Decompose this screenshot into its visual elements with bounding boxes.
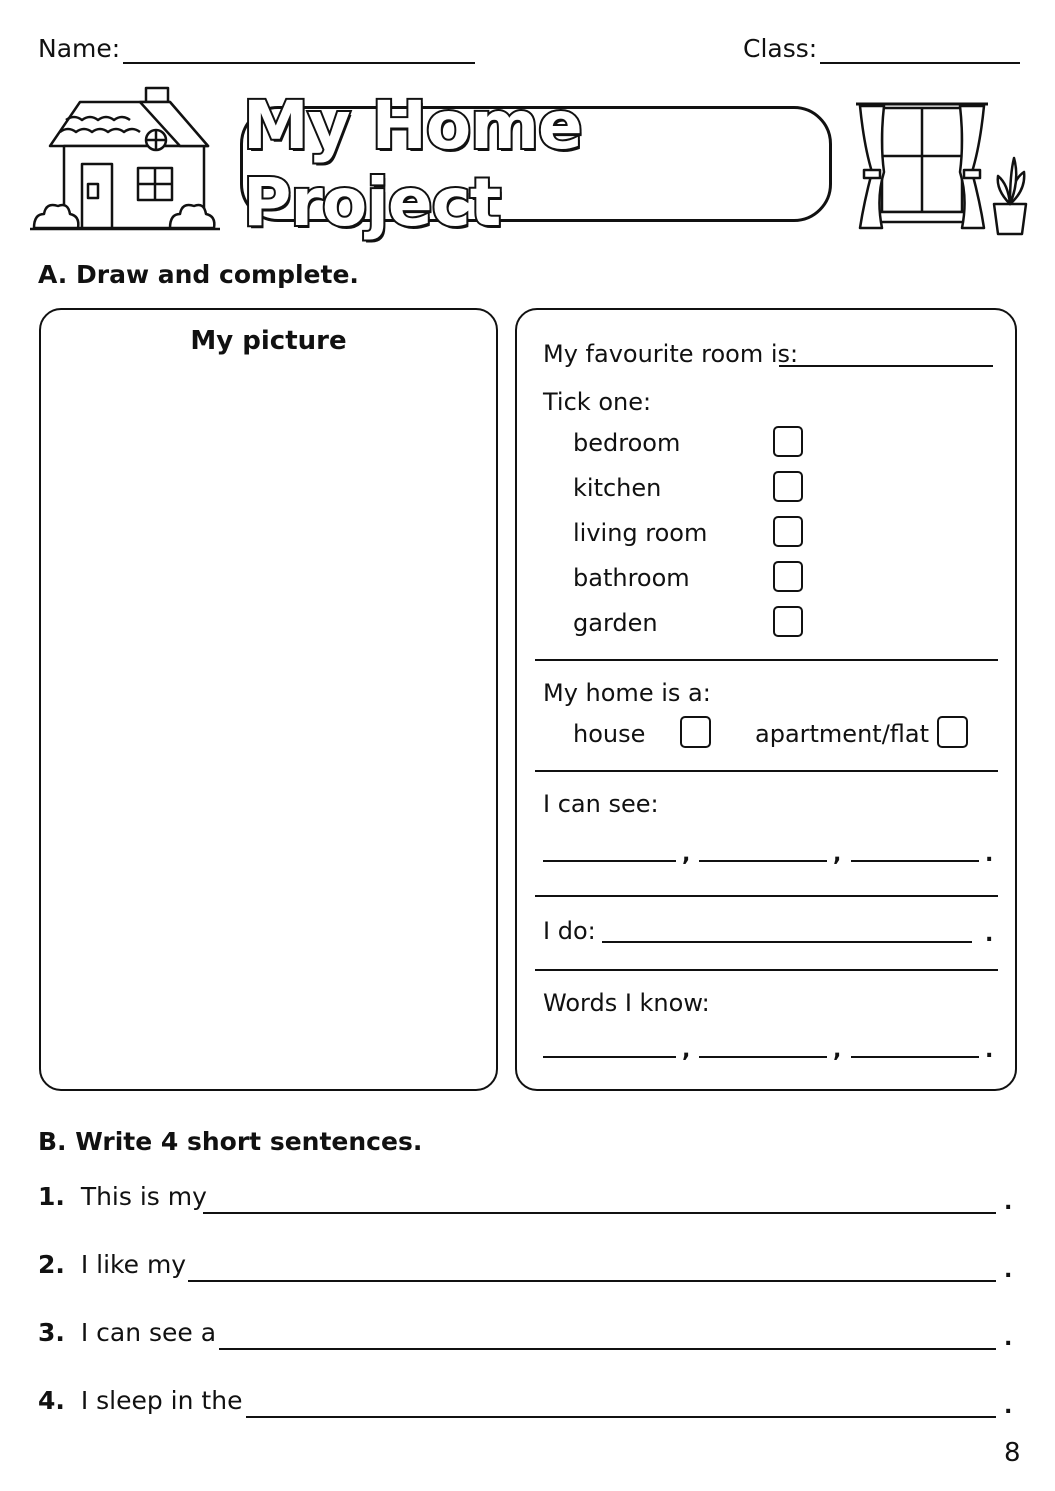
class-label: Class: [743,34,818,63]
sentence-3 [38,1318,216,1347]
sentence-number: 1. [38,1182,65,1211]
checkbox-apartment[interactable] [937,716,968,748]
checkbox-garden[interactable] [773,606,803,637]
home-type-label: My home is a: [543,679,711,707]
section-b-heading: B. Write 4 short sentences. [38,1127,423,1156]
comma: , [682,1038,691,1063]
divider [535,895,998,897]
i-do-label: I do: [543,917,596,945]
period: . [1004,1326,1013,1351]
checkbox-bathroom[interactable] [773,561,803,592]
period: . [985,1038,994,1063]
sentence-1 [38,1182,207,1211]
sentence-1-field[interactable] [203,1212,996,1214]
house-icon [30,84,220,232]
sentence-4 [38,1386,242,1415]
period: . [1004,1190,1013,1215]
checkbox-bedroom[interactable] [773,426,803,457]
class-field[interactable] [820,62,1020,64]
favourite-room-label: My favourite room is: [543,340,799,368]
sentence-prompt: I like my [80,1250,187,1279]
home-option-apartment: apartment/flat [755,720,930,748]
sentence-2-field[interactable] [188,1280,996,1282]
home-option-house: house [573,720,646,748]
checkbox-kitchen[interactable] [773,471,803,502]
sentence-prompt: I can see a [80,1318,217,1347]
period: . [985,922,994,947]
comma: , [833,842,842,867]
room-option-garden: garden [573,609,658,637]
see-field-2[interactable] [699,860,827,862]
picture-panel[interactable] [39,308,498,1091]
favourite-room-field[interactable] [779,365,993,367]
sentence-2 [38,1250,186,1279]
page-number: 8 [1004,1438,1021,1468]
checkbox-living-room[interactable] [773,516,803,547]
period: . [1004,1394,1013,1419]
checkbox-house[interactable] [680,716,711,748]
divider [535,770,998,772]
room-option-living-room: living room [573,519,708,547]
period: . [985,842,994,867]
room-option-kitchen: kitchen [573,474,662,502]
words-i-know-label: Words I know: [543,989,710,1017]
name-field[interactable] [123,62,475,64]
sentence-number: 2. [38,1250,65,1279]
see-field-3[interactable] [851,860,979,862]
see-field-1[interactable] [543,860,676,862]
room-option-bedroom: bedroom [573,429,681,457]
sentence-prompt: This is my [80,1182,207,1211]
window-icon [852,96,1032,238]
word-field-3[interactable] [851,1056,979,1058]
sentence-3-field[interactable] [219,1348,996,1350]
sentence-number: 3. [38,1318,65,1347]
i-can-see-label: I can see: [543,790,659,818]
tick-one-label: Tick one: [543,388,652,416]
do-field[interactable] [602,941,972,943]
sentence-number: 4. [38,1386,65,1415]
divider [535,659,998,661]
page-title: My Home Project [243,87,582,241]
divider [535,969,998,971]
word-field-1[interactable] [543,1056,676,1058]
comma: , [833,1038,842,1063]
room-option-bathroom: bathroom [573,564,690,592]
word-field-2[interactable] [699,1056,827,1058]
comma: , [682,842,691,867]
picture-title: My picture [190,326,347,356]
sentence-prompt: I sleep in the [80,1386,243,1415]
period: . [1004,1258,1013,1283]
title-banner [240,87,832,241]
section-a-heading: A. Draw and complete. [38,260,359,289]
sentence-4-field[interactable] [246,1416,996,1418]
name-label: Name: [38,34,121,63]
